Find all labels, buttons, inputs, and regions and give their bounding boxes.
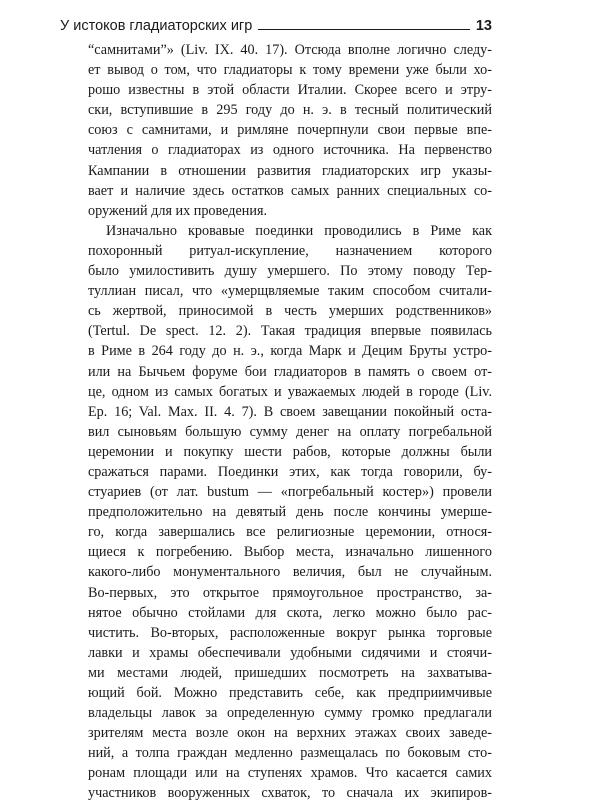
text-line: в Риме в 264 году до н. э., когда Марк и Децим Бруты устро- [88, 343, 492, 360]
text-line: стуариев (от лат. bustum — «погребальный костер») провели [88, 484, 492, 501]
text-line: чатления о гладиаторах из одного источника. На первенство [88, 142, 492, 159]
text-line: ет вывод о том, что гладиаторы к тому времени уже были хо- [88, 62, 492, 79]
text-line: Кампании в отношении развития гладиаторских игр указы- [88, 162, 492, 179]
text-line: ющий бой. Можно представить себе, как предприимчивые [88, 685, 492, 701]
text-line: предположительно на девятый день после кончины умерше- [88, 504, 492, 521]
text-line: нятое обычно стойлами для скота, легко можно было рас- [88, 604, 492, 621]
text-line: владельцы лавок за определенную сумму громко предлагали [88, 705, 492, 722]
header-title: У истоков гладиаторских игр [60, 18, 253, 34]
text-line: щиеся к погребению. Выбор места, изначально лишенного [88, 544, 492, 561]
body-text [88, 40, 492, 804]
text-line: было умилостивить душу умершего. По этому поводу Тер- [88, 263, 492, 280]
text-line: лавки и храмы обеспечивали удобными сидячими и стоячи- [88, 644, 492, 661]
text-line: зрителям места возле окон на верхних этажах своих заведе- [88, 725, 492, 742]
text-line: вил сыновьям большую сумму денег на оплату погребальной [88, 423, 492, 440]
text-line: “самнитами”» (Liv. IX. 40. 17). Отсюда вполне логично следу- [88, 42, 492, 58]
text-line: (Tertul. De spect. 12. 2). Такая традиция впервые появилась [88, 323, 492, 340]
text-line: сь жертвой, приносимой в честь умерших родственников» [88, 303, 492, 320]
text-line: ронам площади или на ступенях храмов. Что касается самих [88, 765, 492, 782]
text-line: ски, вступившие в 295 году до н. э. в тесный политический [88, 102, 492, 119]
text-line: ми местами людей, пришедших посмотреть на захватыва- [88, 664, 492, 681]
text-line: Во-первых, это открытое прямоугольное пространство, за- [88, 584, 492, 601]
text-line: туллиан писал, что «умерщвляемые таким способом считали- [88, 283, 492, 300]
text-line: це, одном из самых богатых и уважаемых людей в городе (Liv. [88, 383, 492, 400]
page-number: 13 [475, 18, 492, 34]
header-rule [258, 29, 470, 30]
text-line: союз с самнитами, и римляне почерпнули свои первые впе- [88, 122, 492, 139]
text-line: ний, а толпа граждан медленно размещалась по боковым сто- [88, 745, 492, 762]
text-line: или на Бычьем форуме бои гладиаторов в память о своем от- [88, 363, 492, 380]
text-line: го, когда завершались все религиозные церемонии, относя- [88, 524, 492, 541]
text-line: вает и наличие здесь остатков самых ранних специальных со- [88, 182, 492, 199]
text-line: рошо известны в этой области Италии. Скорее всего и этру- [88, 82, 492, 99]
text-line: чистить. Во-вторых, расположенные вокруг рынка торговые [88, 624, 492, 641]
text-line: оружений для их проведения. [88, 202, 268, 219]
text-line: похоронный ритуал-искупление, назначением которого [88, 242, 492, 259]
text-line: Изначально кровавые поединки проводились в Риме как [106, 222, 492, 239]
text-line: церемонии и покупку шести рабов, которые должны были [88, 443, 492, 460]
text-line: сражаться парами. Поединки этих, как тогда говорили, бу- [88, 463, 492, 480]
running-header [60, 12, 492, 34]
text-line: Ep. 16; Val. Max. II. 4. 7). В своем завещании покойный оста- [88, 403, 492, 420]
text-line: участников вооруженных схваток, то сначала их экипиров- [88, 785, 492, 802]
text-line: какого-либо монументального величия, был не случайным. [88, 564, 492, 581]
